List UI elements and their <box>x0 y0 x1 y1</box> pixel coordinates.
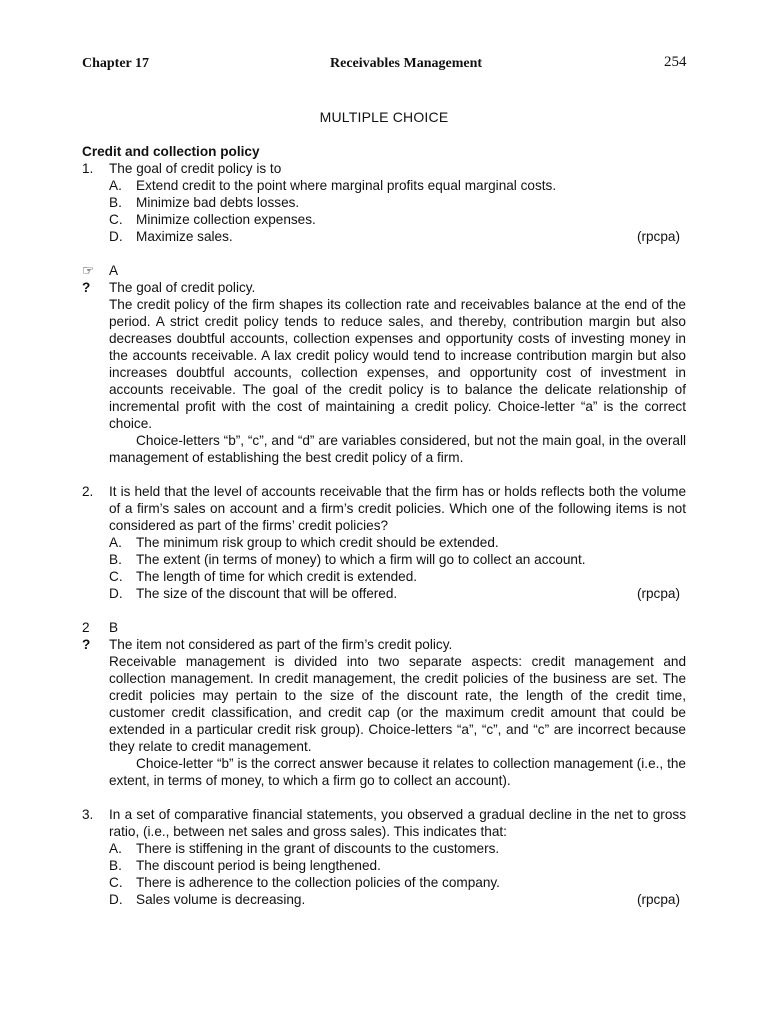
explanation-paragraph: Choice-letter “b” is the correct answer because it relates to collection management (i.e., the extent, in terms of money, to which a firm go to collect an account). <box>109 756 686 788</box>
option-letter: B. <box>109 552 122 567</box>
option-letter: C. <box>109 569 123 584</box>
topic-heading: Credit and collection policy <box>82 144 260 159</box>
option-1a <box>109 177 686 194</box>
option-letter: D. <box>109 892 123 907</box>
option-letter: D. <box>109 229 123 244</box>
question-text: It is held that the level of accounts receivable that the firm has or holds reflects both the volume of a firm’s sales on account and a firm’s credit policies. Which one of the following items is not considered as part of the firms’ credit policies? <box>109 484 686 533</box>
option-letter: D. <box>109 586 123 601</box>
option-2c <box>109 568 686 585</box>
answer-label: B <box>109 620 119 635</box>
explanation-1 <box>82 296 686 466</box>
answer-2 <box>82 619 686 636</box>
option-letter: B. <box>109 858 122 873</box>
option-letter: A. <box>109 178 122 193</box>
header-chapter: Chapter 17 <box>82 56 150 71</box>
option-letter: C. <box>109 875 123 890</box>
option-1b <box>109 194 686 211</box>
option-text: The size of the discount that will be offered. <box>136 586 398 601</box>
option-letter: C. <box>109 212 123 227</box>
option-text: The minimum risk group to which credit should be extended. <box>136 535 499 550</box>
source-tag: (rpcpa) <box>636 229 680 244</box>
content <box>82 143 686 908</box>
option-2b <box>109 551 686 568</box>
question-2 <box>82 483 686 534</box>
option-letter: A. <box>109 535 122 550</box>
explanation-paragraph: Choice-letters “b”, “c”, and “d” are variables considered, but not the main goal, in the overall management of establishing the best credit policy of a firm. <box>109 433 686 465</box>
option-3a <box>109 840 686 857</box>
question-text: In a set of comparative financial statements, you observed a gradual decline in the net to gross ratio, (i.e., between net sales and gross sales). This indicates that: <box>109 807 686 839</box>
option-text: Extend credit to the point where marginal profits equal marginal costs. <box>136 178 557 193</box>
option-3c <box>109 874 686 891</box>
option-text: The extent (in terms of money) to which a firm will go to collect an account. <box>136 552 586 567</box>
question-number: 2. <box>82 484 94 499</box>
question-mark-icon: ? <box>82 637 91 652</box>
pointing-hand-icon: ☞ <box>82 263 95 278</box>
option-text: Maximize sales. <box>136 229 233 244</box>
source-tag: (rpcpa) <box>636 892 680 907</box>
option-2a <box>109 534 686 551</box>
option-3d <box>109 891 686 908</box>
question-number: 1. <box>82 161 94 176</box>
option-text: Minimize collection expenses. <box>136 212 316 227</box>
option-text: Minimize bad debts losses. <box>136 195 300 210</box>
question-restated: The goal of credit policy. <box>109 280 256 295</box>
question-restated: The item not considered as part of the firm’s credit policy. <box>109 637 453 652</box>
explanation-paragraph: The credit policy of the firm shapes its collection rate and receivables balance at the end of the period. A strict credit policy tends to reduce sales, and thereby, contribution margin but also decreases doubtful accounts, collection expenses and opportunity costs of investing money in the accounts receivable. A lax credit policy would tend to increase contribution margin but also increases doubtful accounts, collection expenses, and opportunity cost of investment in accounts receivable. The goal of the credit policy is to balance the delicate relationship of incremental profit with the cost of maintaining a credit policy. Choice-letter “a” is the correct choice. <box>109 297 686 431</box>
option-3b <box>109 857 686 874</box>
answer-number: 2 <box>82 620 90 635</box>
option-text: Sales volume is decreasing. <box>136 892 306 907</box>
option-text: The length of time for which credit is extended. <box>136 569 418 584</box>
explanation-paragraph: Receivable management is divided into two separate aspects: credit management and collection management. In credit management, the credit policies of the business are set. The credit policies may pertain to the size of the discount rate, the length of the credit time, customer credit classification, and credit cap (or the maximum credit amount that could be extended in a particular credit risk group). Choice-letters “a”, “c”, and “c” are incorrect because they relate to credit management. <box>109 654 686 754</box>
answer-label: A <box>109 263 119 278</box>
source-tag: (rpcpa) <box>636 586 680 601</box>
option-letter: B. <box>109 195 122 210</box>
answer-1 <box>82 262 686 279</box>
question-number: 3. <box>82 807 94 822</box>
question-mark-icon: ? <box>82 280 91 295</box>
question-1 <box>82 160 686 177</box>
question-text: The goal of credit policy is to <box>109 161 282 176</box>
option-text: The discount period is being lengthened. <box>136 858 381 873</box>
question-restated-1 <box>82 279 686 296</box>
question-restated-2 <box>82 636 686 653</box>
explanation-glyph-icon <box>82 296 109 466</box>
option-2d <box>109 585 686 602</box>
question-3 <box>82 806 686 840</box>
page-number: 254 <box>664 54 687 70</box>
option-1d <box>109 228 686 245</box>
option-text: There is adherence to the collection policies of the company. <box>136 875 500 890</box>
explanation-2 <box>82 653 686 789</box>
section-title: MULTIPLE CHOICE <box>319 109 449 125</box>
explanation-glyph-icon <box>82 653 109 789</box>
option-text: There is stiffening in the grant of discounts to the customers. <box>136 841 500 856</box>
header-title: Receivables Management <box>330 56 483 71</box>
option-1c <box>109 211 686 228</box>
option-letter: A. <box>109 841 122 856</box>
